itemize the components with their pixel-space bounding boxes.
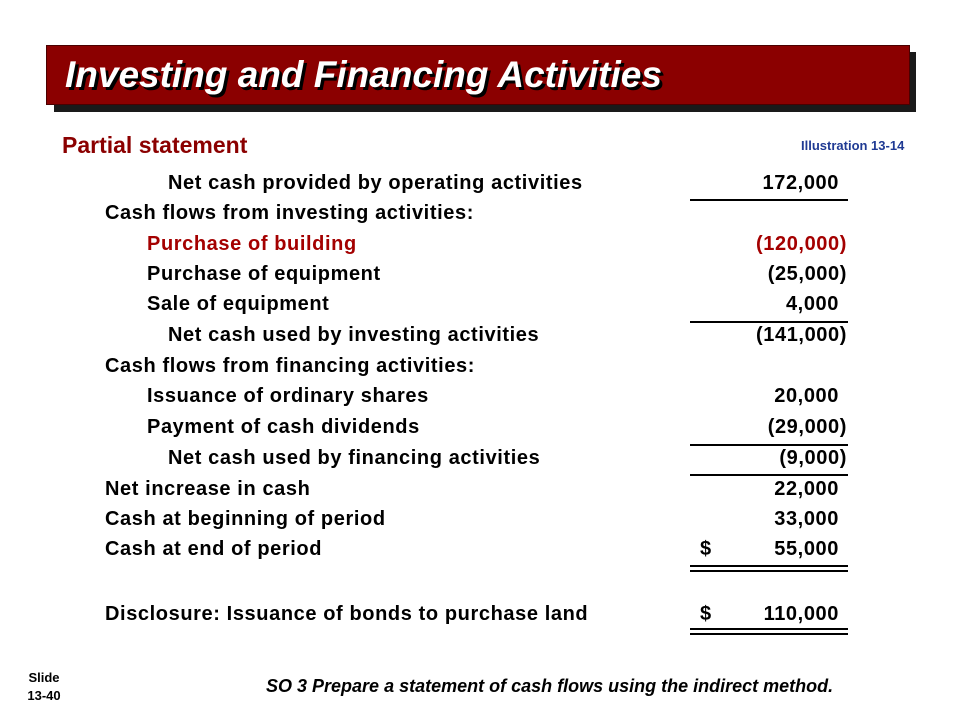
row-label: Cash at end of period [105,538,323,560]
double-underline-rule-bottom [690,570,848,572]
underline-rule [690,321,848,323]
underline-rule [690,444,848,446]
study-objective-footer: SO 3 Prepare a statement of cash flows using the indirect method. [266,676,834,696]
statement-row-net-increase [0,478,960,508]
row-label: Purchase of building [147,233,357,255]
statement-row-investing-header [0,202,960,232]
underline-rule [690,474,848,476]
row-label: Issuance of ordinary shares [147,385,429,407]
row-amount: (9,000) [779,447,847,469]
section-heading: Cash flows from financing activities: [105,355,476,377]
row-amount: 55,000 [774,538,839,560]
row-amount: 110,000 [763,603,839,625]
row-amount: (120,000) [755,233,847,255]
statement-row-purchase-building [0,233,960,263]
row-amount: (25,000) [767,263,847,285]
currency-symbol: $ [700,538,712,560]
row-label: Cash at beginning of period [105,508,386,530]
double-underline-rule-top [690,628,848,630]
row-amount: 20,000 [774,385,839,407]
statement-row-financing-net [0,447,960,477]
row-label: Net cash used by financing activities [168,447,541,469]
slide-number [14,669,74,705]
row-label: Net cash provided by operating activities [168,172,583,194]
page-title: Investing and Financing Activities [65,54,662,95]
statement-row-cash-dividends [0,416,960,446]
double-underline-rule-bottom [690,633,848,635]
double-underline-rule-top [690,565,848,567]
row-label: Net cash used by investing activities [168,324,540,346]
statement-row-issuance-shares [0,385,960,415]
row-amount: (29,000) [767,416,847,438]
slide-number-value: 13-40 [27,688,61,703]
underline-rule [690,199,848,201]
statement-row-cash-beginning [0,508,960,538]
statement-row-investing-net [0,324,960,354]
slide-label: Slide [28,670,60,685]
statement-row-operating-net [0,172,960,202]
statement-row-sale-equipment [0,293,960,323]
section-heading: Cash flows from investing activities: [105,202,474,224]
row-amount: 22,000 [774,478,839,500]
currency-symbol: $ [700,603,712,625]
row-label: Disclosure: Issuance of bonds to purchase land [105,603,589,625]
subtitle: Partial statement [62,132,248,158]
illustration-reference: Illustration 13-14 [801,138,905,153]
row-amount: 172,000 [762,172,839,194]
statement-row-purchase-equipment [0,263,960,293]
row-amount: 4,000 [785,293,839,315]
statement-row-financing-header [0,355,960,385]
title-bar [46,45,910,105]
statement-row-cash-end [0,538,960,568]
row-amount: 33,000 [774,508,839,530]
row-label: Purchase of equipment [147,263,381,285]
row-label: Payment of cash dividends [147,416,420,438]
row-label: Sale of equipment [147,293,330,315]
row-label: Net increase in cash [105,478,311,500]
row-amount: (141,000) [755,324,847,346]
